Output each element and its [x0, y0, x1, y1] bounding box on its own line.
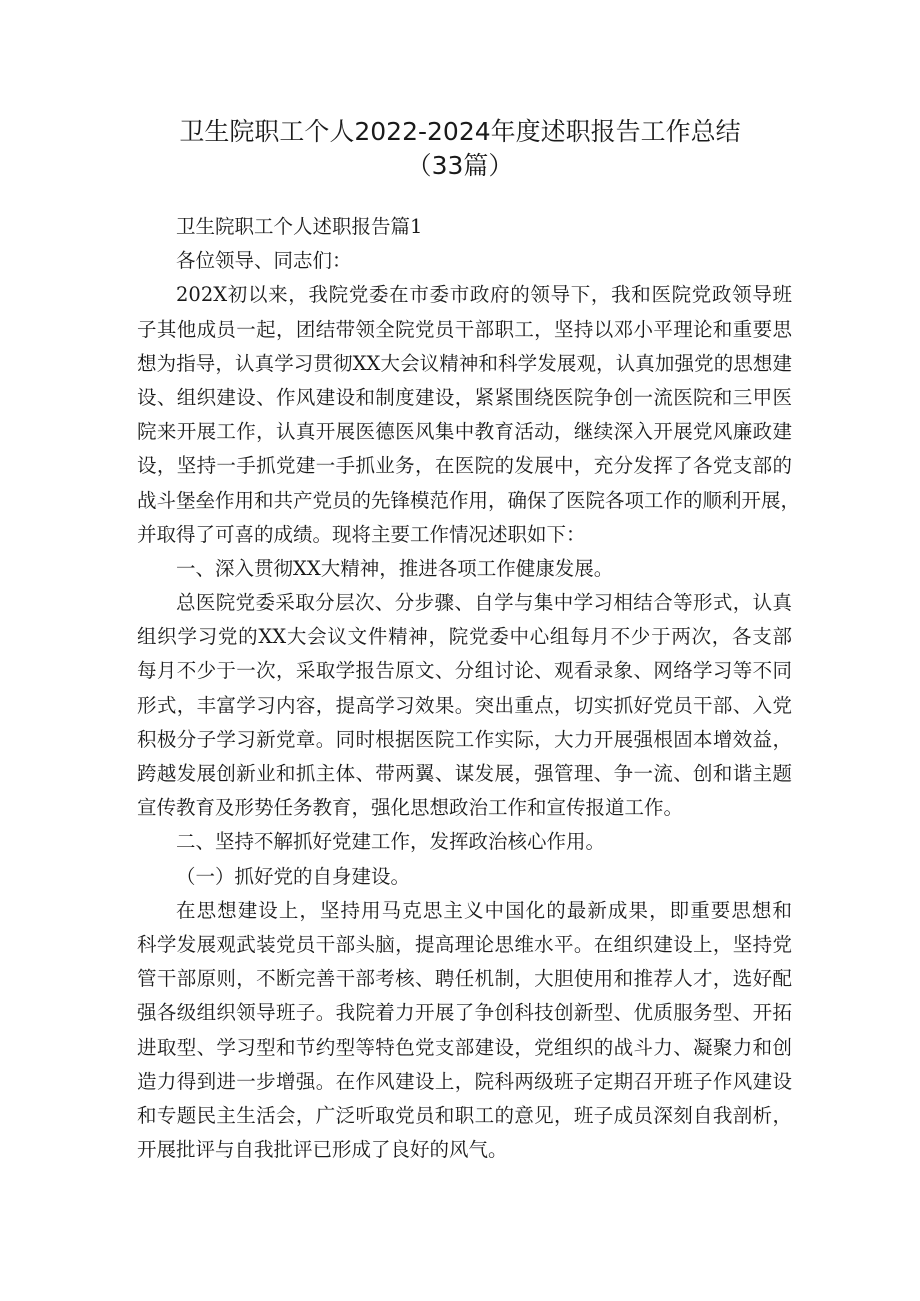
text-line: 在思想建设上，坚持用马克思主义中国化的最新成果，即重要思想和 [176, 898, 792, 922]
document-title-line-2: （33篇） [406, 151, 514, 180]
text-line: 进取型、学习型和节约型等特色党支部建设，党组织的战斗力、凝聚力和创 [137, 1035, 792, 1059]
text-line: 院来开展工作，认真开展医德医风集中教育活动，继续深入开展党风廉政建 [137, 420, 792, 444]
text-line: 一、深入贯彻XX大精神，推进各项工作健康发展。 [176, 556, 614, 580]
text-line: 每月不少于一次，采取学报告原文、分组讨论、观看录象、网络学习等不同 [137, 659, 792, 683]
text-line: 设、组织建设、作风建设和制度建设，紧紧围绕医院争创一流医院和三甲医 [137, 385, 792, 409]
text-line: 并取得了可喜的成绩。现将主要工作情况述职如下： [137, 522, 586, 546]
text-line: 组织学习党的XX大会议文件精神，院党委中心组每月不少于两次，各支部 [137, 625, 792, 649]
text-line: 强各级组织领导班子。我院着力开展了争创科技创新型、优质服务型、开拓 [137, 1001, 792, 1025]
text-line: 二、坚持不解抓好党建工作，发挥政治核心作用。 [176, 830, 606, 854]
document-body [137, 210, 801, 1167]
text-line: 战斗堡垒作用和共产党员的先锋模范作用，确保了医院各项工作的顺利开展， [137, 488, 801, 512]
text-line: 和专题民主生活会，广泛听取党员和职工的意见，班子成员深刻自我剖析， [137, 1103, 792, 1127]
text-line: 积极分子学习新党章。同时根据医院工作实际，大力开展强根固本增效益， [137, 727, 792, 751]
text-line: 子其他成员一起，团结带领全院党员干部职工，坚持以邓小平理论和重要思 [137, 317, 792, 341]
text-line: 总医院党委采取分层次、分步骤、自学与集中学习相结合等形式，认真 [176, 591, 792, 615]
text-line: 跨越发展创新业和抓主体、带两翼、谋发展，强管理、争一流、创和谐主题 [137, 762, 792, 785]
text-line: 开展批评与自我批评已形成了良好的风气。 [137, 1138, 508, 1162]
text-line: 管干部原则，不断完善干部考核、聘任机制，大胆使用和推荐人才，选好配 [137, 967, 792, 991]
text-line: 造力得到进一步增强。在作风建设上，院科两级班子定期召开班子作风建设 [137, 1069, 792, 1093]
text-line: 各位领导、同志们： [176, 249, 352, 273]
text-line: 想为指导，认真学习贯彻XX大会议精神和科学发展观，认真加强党的思想建 [137, 351, 792, 375]
text-line: （一）抓好党的自身建设。 [176, 864, 411, 888]
text-line: 卫生院职工个人述职报告篇1 [176, 215, 423, 238]
text-line: 科学发展观武装党员干部头脑，提高理论思维水平。在组织建设上，坚持党 [137, 932, 792, 956]
document-title-line-1: 卫生院职工个人2022-2024年度述职报告工作总结 [179, 117, 741, 146]
text-line: 宣传教育及形势任务教育，强化思想政治工作和宣传报道工作。 [137, 796, 684, 820]
text-line: 设，坚持一手抓党建一手抓业务，在医院的发展中，充分发挥了各党支部的 [137, 454, 792, 478]
text-line: 202X初以来，我院党委在市委市政府的领导下，我和医院党政领导班 [176, 283, 792, 307]
text-line: 形式，丰富学习内容，提高学习效果。突出重点，切实抓好党员干部、入党 [137, 693, 792, 717]
